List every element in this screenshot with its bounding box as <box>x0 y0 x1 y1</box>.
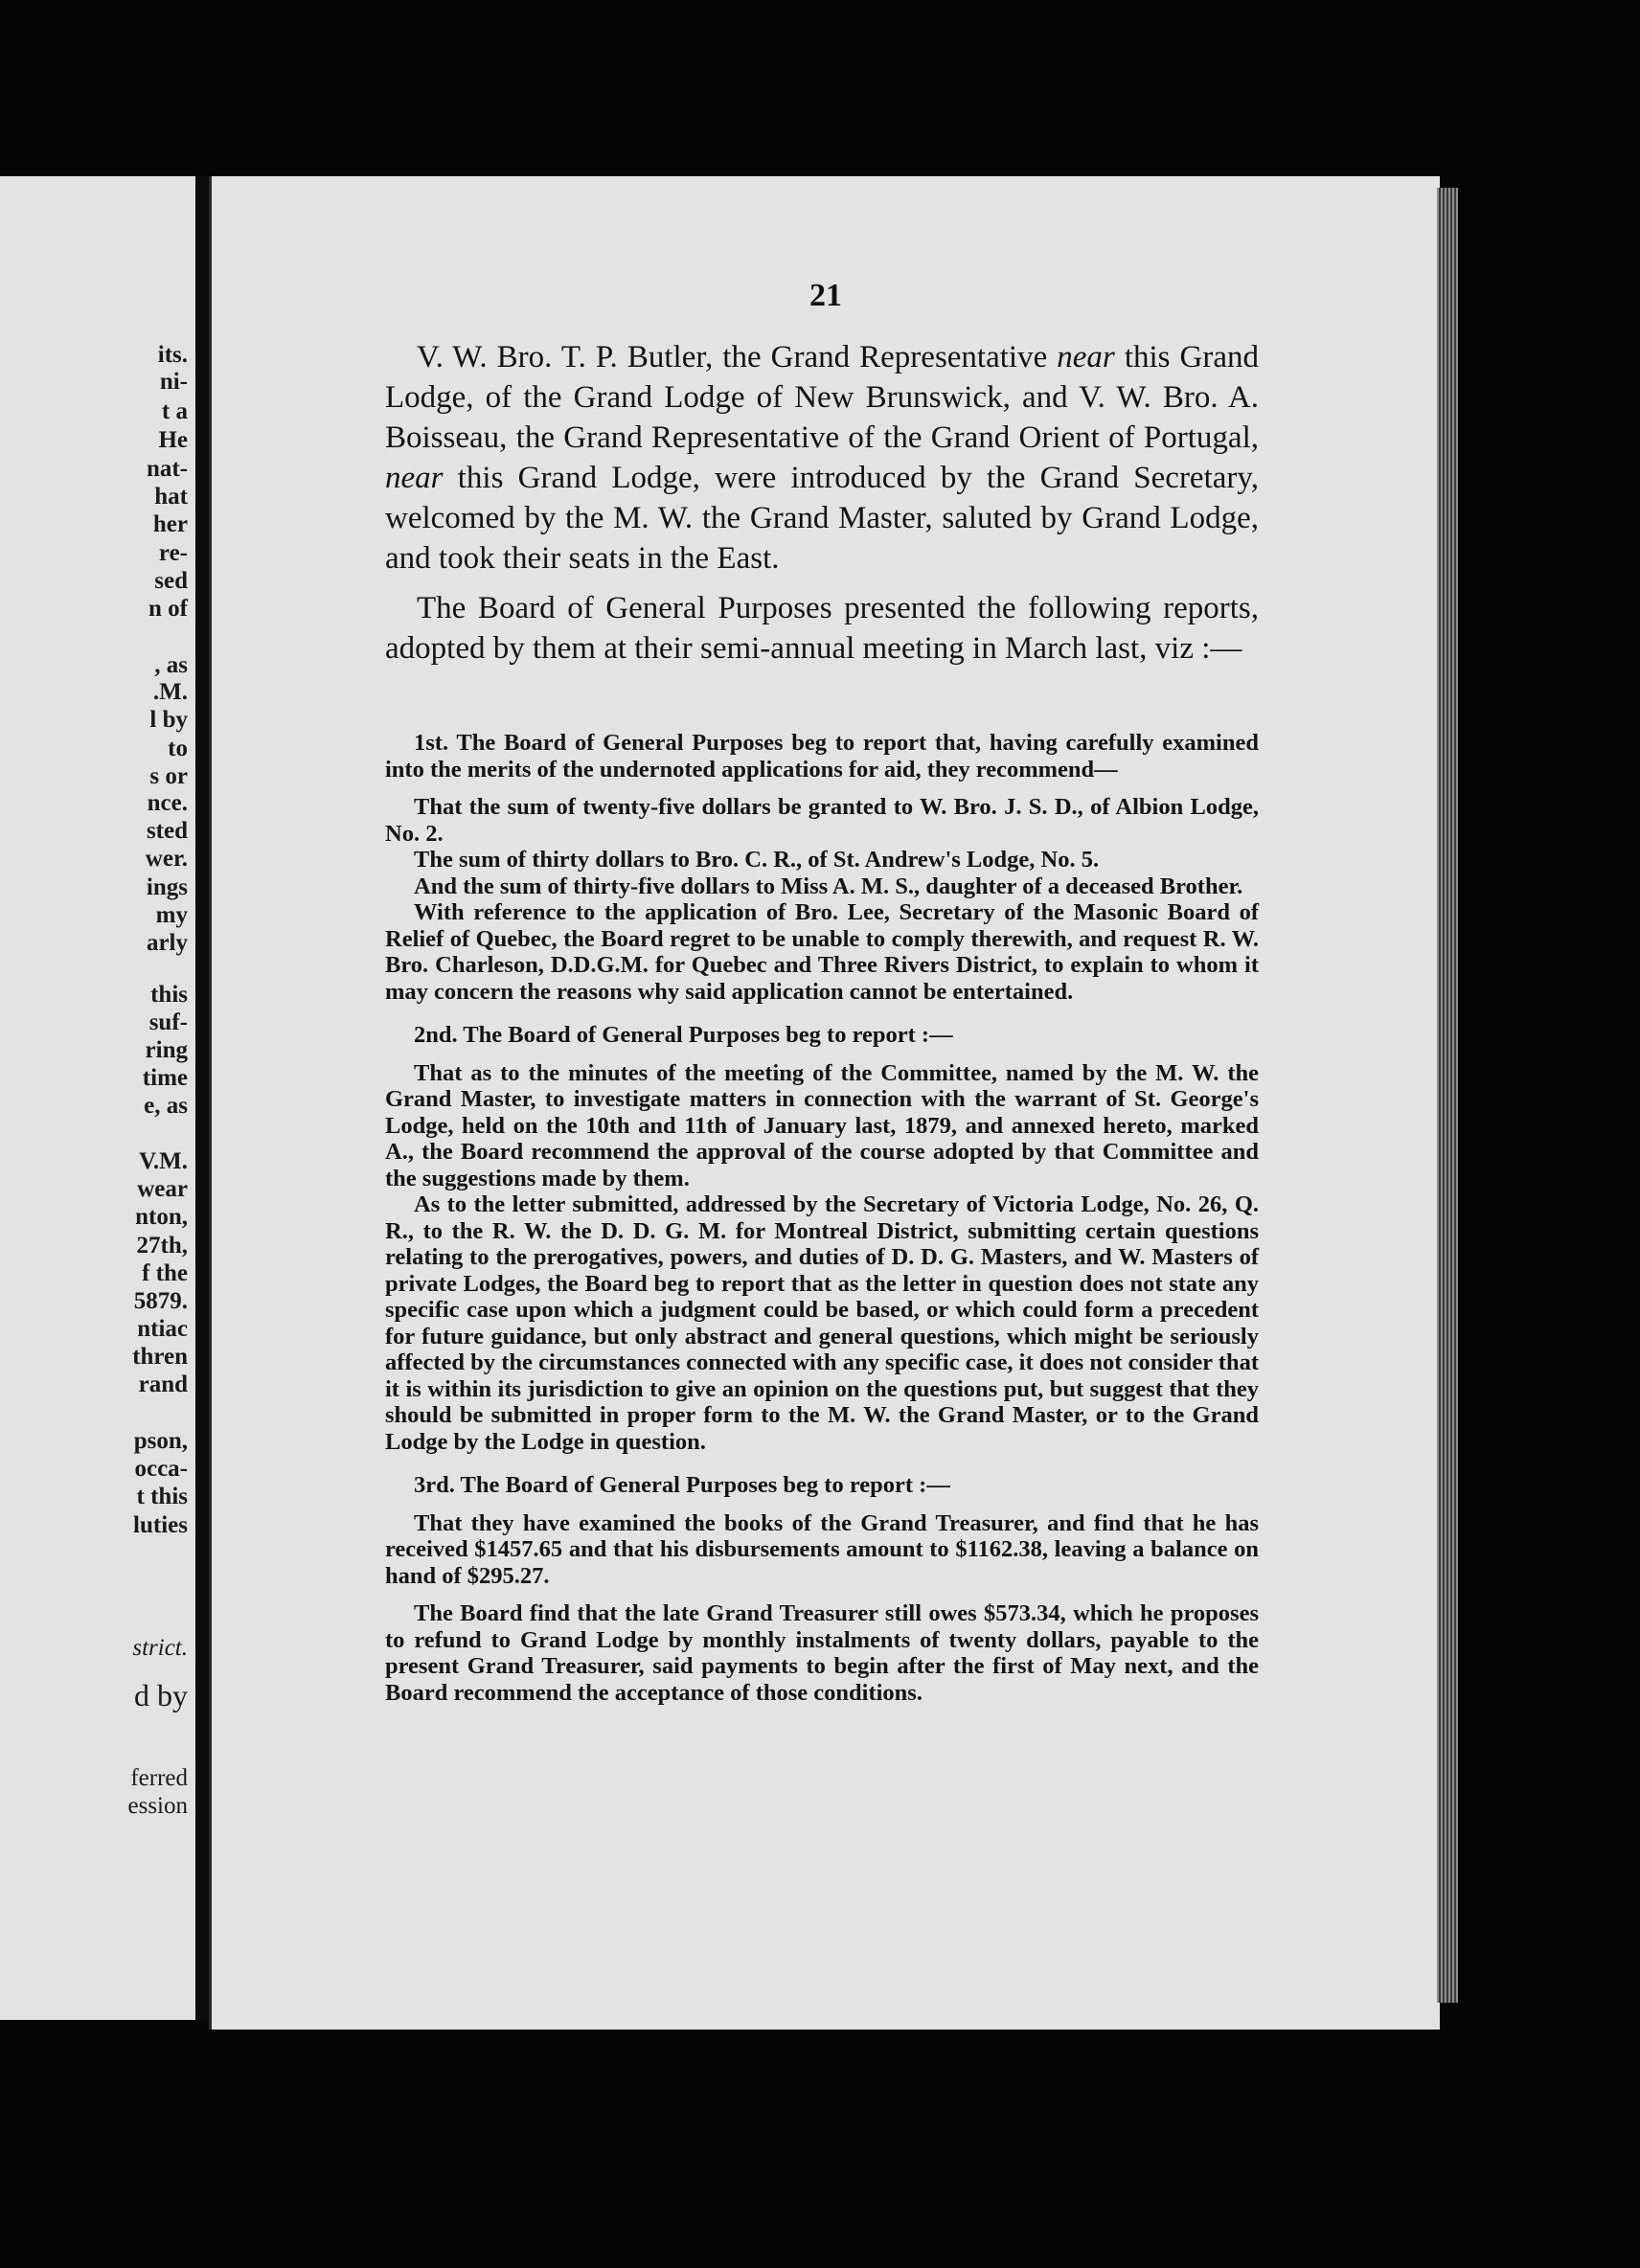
left-fragment: n of <box>148 596 188 622</box>
left-fragment: nton, <box>135 1204 188 1230</box>
emphasis-near: near <box>385 461 444 495</box>
report-item: That the sum of twenty-five dollars be granted to W. Bro. J. S. D., of Albion Lodge, No. 2. <box>385 794 1259 847</box>
page-number: 21 <box>809 278 842 313</box>
report-item: And the sum of thirty-five dollars to Miss A. M. S., daughter of a deceased Brother. <box>414 873 1243 899</box>
report-item: The sum of thirty dollars to Bro. C. R., of St. Andrew's Lodge, No. 5. <box>414 847 1100 873</box>
left-fragment: rand <box>138 1372 188 1397</box>
left-fragment: its. <box>157 342 188 368</box>
left-fragment: ession <box>127 1793 188 1819</box>
left-fragment: thren <box>132 1344 188 1370</box>
left-fragment: this <box>150 982 188 1008</box>
left-fragment: occa- <box>134 1456 188 1482</box>
left-fragment: sted <box>146 818 188 844</box>
left-fragment: strict. <box>132 1635 188 1661</box>
left-fragment: ni- <box>159 369 188 395</box>
emphasis-near: near <box>1057 340 1115 374</box>
report-item: The Board find that the late Grand Treasurer still owes $573.34, which he proposes to refund to Grand Lodge by monthly instalments of twenty dollars, payable to the present Grand Treasurer, said payments to begin after the first of May next, and the Board recommend the acceptance of those conditions. <box>385 1600 1259 1706</box>
report-heading: 1st. The Board of General Purposes beg to report that, having carefully examined into the merits of the undernoted applications for aid, they recommend— <box>385 730 1259 782</box>
left-fragment: sed <box>154 568 188 594</box>
left-fragment: re- <box>158 540 188 566</box>
left-fragment: 27th, <box>136 1233 188 1259</box>
left-fragment: ring <box>145 1037 188 1063</box>
left-fragment: s or <box>149 763 188 789</box>
left-fragment: ntiac <box>137 1316 188 1342</box>
left-fragment: .M. <box>152 679 188 705</box>
left-fragment: luties <box>133 1512 188 1538</box>
left-fragment: ings <box>146 874 188 900</box>
report-heading: 3rd. The Board of General Purposes beg to report :— <box>414 1472 950 1498</box>
left-fragment: t this <box>136 1484 188 1509</box>
left-fragment: e, as <box>144 1093 188 1119</box>
left-fragment: f the <box>142 1260 188 1286</box>
left-fragment: my <box>155 902 188 928</box>
left-fragment: V.M. <box>139 1148 188 1174</box>
report-item: With reference to the application of Bro. Lee, Secretary of the Masonic Board of Relief of Quebec, the Board regret to be unable to comply therewith, and request R. W. Bro. Charleson, D.D.G.M. for Quebec and Three Rivers District, to explain to whom it may concern the reasons why said application cannot be entertained. <box>385 899 1259 1005</box>
left-fragment: t a <box>161 398 188 424</box>
left-fragment: l by <box>149 707 188 733</box>
left-fragment: time <box>142 1065 188 1091</box>
left-fragment: hat <box>154 484 188 510</box>
intro-section <box>385 337 1259 678</box>
report-heading: 2nd. The Board of General Purposes beg to report :— <box>414 1022 953 1048</box>
report-item: That they have examined the books of the Grand Treasurer, and find that he has received $1457.65 and that his disbursements amount to $1162.38, leaving a balance on hand of $295.27. <box>385 1509 1259 1589</box>
page-edge <box>1437 188 1458 2003</box>
left-fragment: arly <box>146 930 188 956</box>
left-fragment: ferred <box>130 1765 188 1791</box>
left-fragment: suf- <box>148 1009 188 1035</box>
left-fragment: wear <box>137 1176 188 1202</box>
left-page-fragment <box>0 176 195 2020</box>
left-fragment: nat- <box>146 456 188 482</box>
report-item: That as to the minutes of the meeting of the Committee, named by the M. W. the Grand Master, to investigate matters in connection with the warrant of St. George's Lodge, held on the 10th and 11th of January last, 1879, and annexed hereto, marked A., the Board recommend the approval of the course adopted by that Committee and the suggestions made by them. <box>385 1059 1259 1191</box>
intro-paragraph: V. W. Bro. T. P. Butler, the Grand Representative near this Grand Lodge, of the Grand Lodge of New Brunswick, and V. W. Bro. A. Boisseau, the Grand Representative of the Grand Orient of Portugal, near this Grand Lodge, were introduced by the Grand Secretary, welcomed by the M. W. the Grand Master, saluted by Grand Lodge, and took their seats in the East. <box>385 340 1260 576</box>
left-fragment: He <box>158 427 188 453</box>
left-fragment: d by <box>134 1678 188 1712</box>
intro-paragraph: The Board of General Purposes presented the following reports, adopted by them at their semi-annual meeting in March last, viz :— <box>385 591 1259 666</box>
book-gutter <box>195 176 209 2020</box>
left-fragment: her <box>152 511 188 537</box>
left-fragment: pson, <box>133 1428 188 1454</box>
report-item: As to the letter submitted, addressed by the Secretary of Victoria Lodge, No. 26, Q. R., to the R. W. the D. D. G. M. for Montreal District, submitting certain questions relating to the prerogatives, powers, and duties of D. D. G. Masters, and W. Masters of private Lodges, the Board beg to report that as the letter in question does not state any specific case upon which a judgment could be based, or which could form a precedent for future guidance, but only abstract and general questions, which might be seriously affected by the circumstances connected with any specific case, it does not consider that it is within its jurisdiction to give an opinion on the questions put, but suggest that they should be submitted in proper form to the M. W. the Grand Master, or to the Grand Lodge by the Lodge in question. <box>385 1191 1259 1455</box>
left-fragment: 5879. <box>133 1288 188 1314</box>
left-fragment: nce. <box>147 790 188 816</box>
left-fragment: , as <box>154 652 188 678</box>
reports-section <box>385 730 1259 1706</box>
left-fragment: to <box>168 736 188 761</box>
left-fragment: wer. <box>145 846 188 872</box>
